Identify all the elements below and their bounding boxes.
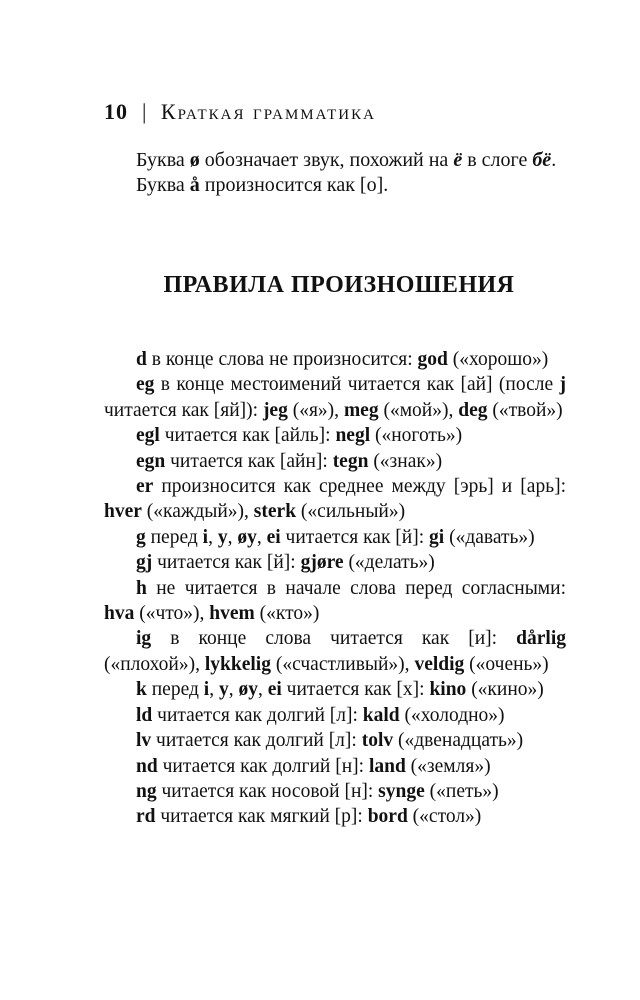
norwegian-term: kald	[362, 704, 400, 726]
pronunciation-rules	[104, 347, 566, 830]
text-run: ,	[209, 679, 219, 701]
norwegian-term: ei	[267, 679, 282, 701]
text-run: читается как [айн]:	[165, 450, 333, 472]
norwegian-term: lykkelig	[204, 653, 271, 675]
norwegian-term: dårlig	[516, 628, 566, 650]
text-run: Буква	[136, 149, 190, 171]
text-run: не читается в начале слова перед согласными:	[146, 577, 566, 599]
norwegian-term: jeg	[262, 399, 288, 421]
rule-item	[104, 804, 566, 829]
norwegian-term: å	[189, 174, 200, 196]
emphasis-run: ё	[453, 149, 463, 171]
norwegian-term: gjøre	[300, 552, 344, 574]
norwegian-term: meg	[343, 399, 379, 421]
norwegian-term: negl	[335, 425, 371, 447]
text-run: («твой»)	[487, 399, 563, 421]
text-run: ,	[227, 526, 238, 548]
text-run: («что»),	[134, 603, 210, 625]
text-run: («двенадцать»)	[393, 730, 524, 752]
rule-item	[104, 576, 566, 627]
text-run: («давать»)	[444, 526, 535, 548]
text-run: («петь»)	[424, 780, 499, 802]
norwegian-term: deg	[458, 399, 488, 421]
text-run: в конце местоимений читается как [ай] (после	[154, 374, 560, 396]
norwegian-term: land	[368, 755, 406, 777]
norwegian-term: eg	[136, 374, 155, 396]
text-run: («кино»)	[466, 679, 544, 701]
text-run: читается как носовой [н]:	[156, 780, 379, 802]
norwegian-term: h	[136, 577, 147, 599]
emphasis-run: бё	[532, 149, 552, 171]
text-run: ,	[208, 526, 218, 548]
text-run: («хорошо»)	[447, 349, 549, 370]
text-run: читается как мягкий [р]:	[155, 806, 368, 828]
text-run: («делать»)	[343, 552, 435, 574]
norwegian-term: ei	[266, 526, 281, 548]
norwegian-term: ld	[136, 704, 153, 726]
norwegian-term: rd	[136, 806, 156, 828]
text-run: читается как долгий [н]:	[157, 755, 369, 777]
rule-item	[104, 703, 566, 728]
header-separator: |	[142, 99, 147, 124]
norwegian-term: gj	[136, 552, 153, 574]
norwegian-term: egl	[136, 425, 160, 447]
norwegian-term: veldig	[414, 653, 465, 675]
text-run: ,	[257, 679, 268, 701]
rule-item	[104, 728, 566, 753]
text-run: в конце слова читается как [и]:	[151, 628, 517, 650]
norwegian-term: i	[203, 679, 210, 701]
text-run: произносится как среднее между [эрь] и [арь]:	[153, 476, 566, 498]
text-run: («счастливый»),	[270, 653, 415, 675]
chapter-title: Краткая грамматика	[160, 99, 376, 124]
text-run: («кто»)	[254, 603, 320, 625]
text-run: читается как долгий [л]:	[151, 730, 362, 752]
norwegian-term: tegn	[332, 450, 369, 472]
norwegian-term: lv	[136, 730, 152, 752]
text-run: читается как [айль]:	[159, 425, 336, 447]
text-run: («холодно»)	[399, 704, 505, 726]
norwegian-term: øy	[237, 526, 257, 548]
rule-item	[104, 347, 566, 372]
text-run: перед	[146, 679, 204, 701]
norwegian-term: k	[136, 679, 147, 701]
norwegian-term: y	[217, 526, 228, 548]
norwegian-term: y	[218, 679, 229, 701]
norwegian-term: nd	[136, 755, 158, 777]
text-run: перед	[145, 526, 203, 548]
text-run: Буква	[136, 174, 190, 196]
norwegian-term: øy	[238, 679, 258, 701]
norwegian-term: sterk	[253, 501, 297, 523]
norwegian-term: er	[136, 476, 154, 498]
text-run: читается как [яй]):	[104, 399, 263, 421]
intro-text	[104, 148, 584, 198]
text-run: ,	[256, 526, 267, 548]
text-run: («ноготь»)	[370, 425, 463, 447]
rule-item	[104, 474, 566, 525]
text-run: в конце слова не произносится:	[146, 349, 418, 370]
norwegian-term: gi	[429, 526, 445, 548]
norwegian-term: synge	[378, 780, 425, 802]
intro-paragraph	[104, 173, 584, 198]
rule-item	[104, 754, 566, 779]
text-run: ,	[228, 679, 239, 701]
norwegian-term: god	[417, 349, 448, 370]
intro-paragraph	[104, 148, 584, 173]
rule-item	[104, 626, 566, 677]
norwegian-term: i	[202, 526, 209, 548]
text-run: («земля»)	[405, 755, 491, 777]
norwegian-term: kino	[429, 679, 467, 701]
norwegian-term: hva	[104, 603, 135, 625]
text-run: («стол»)	[407, 806, 482, 828]
norwegian-term: hver	[104, 501, 142, 523]
rule-item	[104, 677, 566, 702]
bold-italic-run	[532, 149, 551, 171]
text-run: читается как долгий [л]:	[152, 704, 363, 726]
text-run: («знак»)	[368, 450, 443, 472]
text-run: («каждый»),	[141, 501, 254, 523]
page-number: 10	[104, 99, 128, 124]
rule-item	[104, 372, 566, 423]
rule-item	[104, 423, 566, 448]
section-title: ПРАВИЛА ПРОИЗНОШЕНИЯ	[163, 272, 515, 298]
text-run: («сильный»)	[296, 501, 406, 523]
rule-item	[104, 550, 566, 575]
rule-item	[104, 525, 566, 550]
norwegian-term: bord	[367, 806, 408, 828]
bold-italic-run	[453, 149, 462, 171]
text-run: читается как [й]:	[280, 526, 430, 548]
text-run: .	[551, 149, 557, 171]
norwegian-term: tolv	[361, 730, 394, 752]
norwegian-term: hvem	[209, 603, 255, 625]
text-run: («очень»)	[464, 653, 549, 675]
text-run: («я»),	[287, 399, 344, 421]
norwegian-term: ng	[136, 780, 157, 802]
text-run: обозначает звук, похожий на	[199, 149, 454, 171]
text-run: произносится как [o].	[199, 174, 389, 196]
rule-item	[104, 779, 566, 804]
text-run: читается как [й]:	[152, 552, 301, 574]
page-header	[104, 99, 376, 125]
text-run: («мой»),	[378, 399, 459, 421]
text-run: («плохой»),	[104, 653, 205, 675]
norwegian-term: egn	[136, 450, 166, 472]
norwegian-term: d	[136, 349, 147, 370]
text-run: читается как [х]:	[281, 679, 430, 701]
norwegian-term: ø	[189, 149, 200, 171]
rule-item	[104, 449, 566, 474]
norwegian-term: g	[136, 526, 146, 548]
norwegian-term: j	[559, 374, 566, 396]
norwegian-term: ig	[136, 628, 152, 650]
text-run: в слоге	[462, 149, 533, 171]
